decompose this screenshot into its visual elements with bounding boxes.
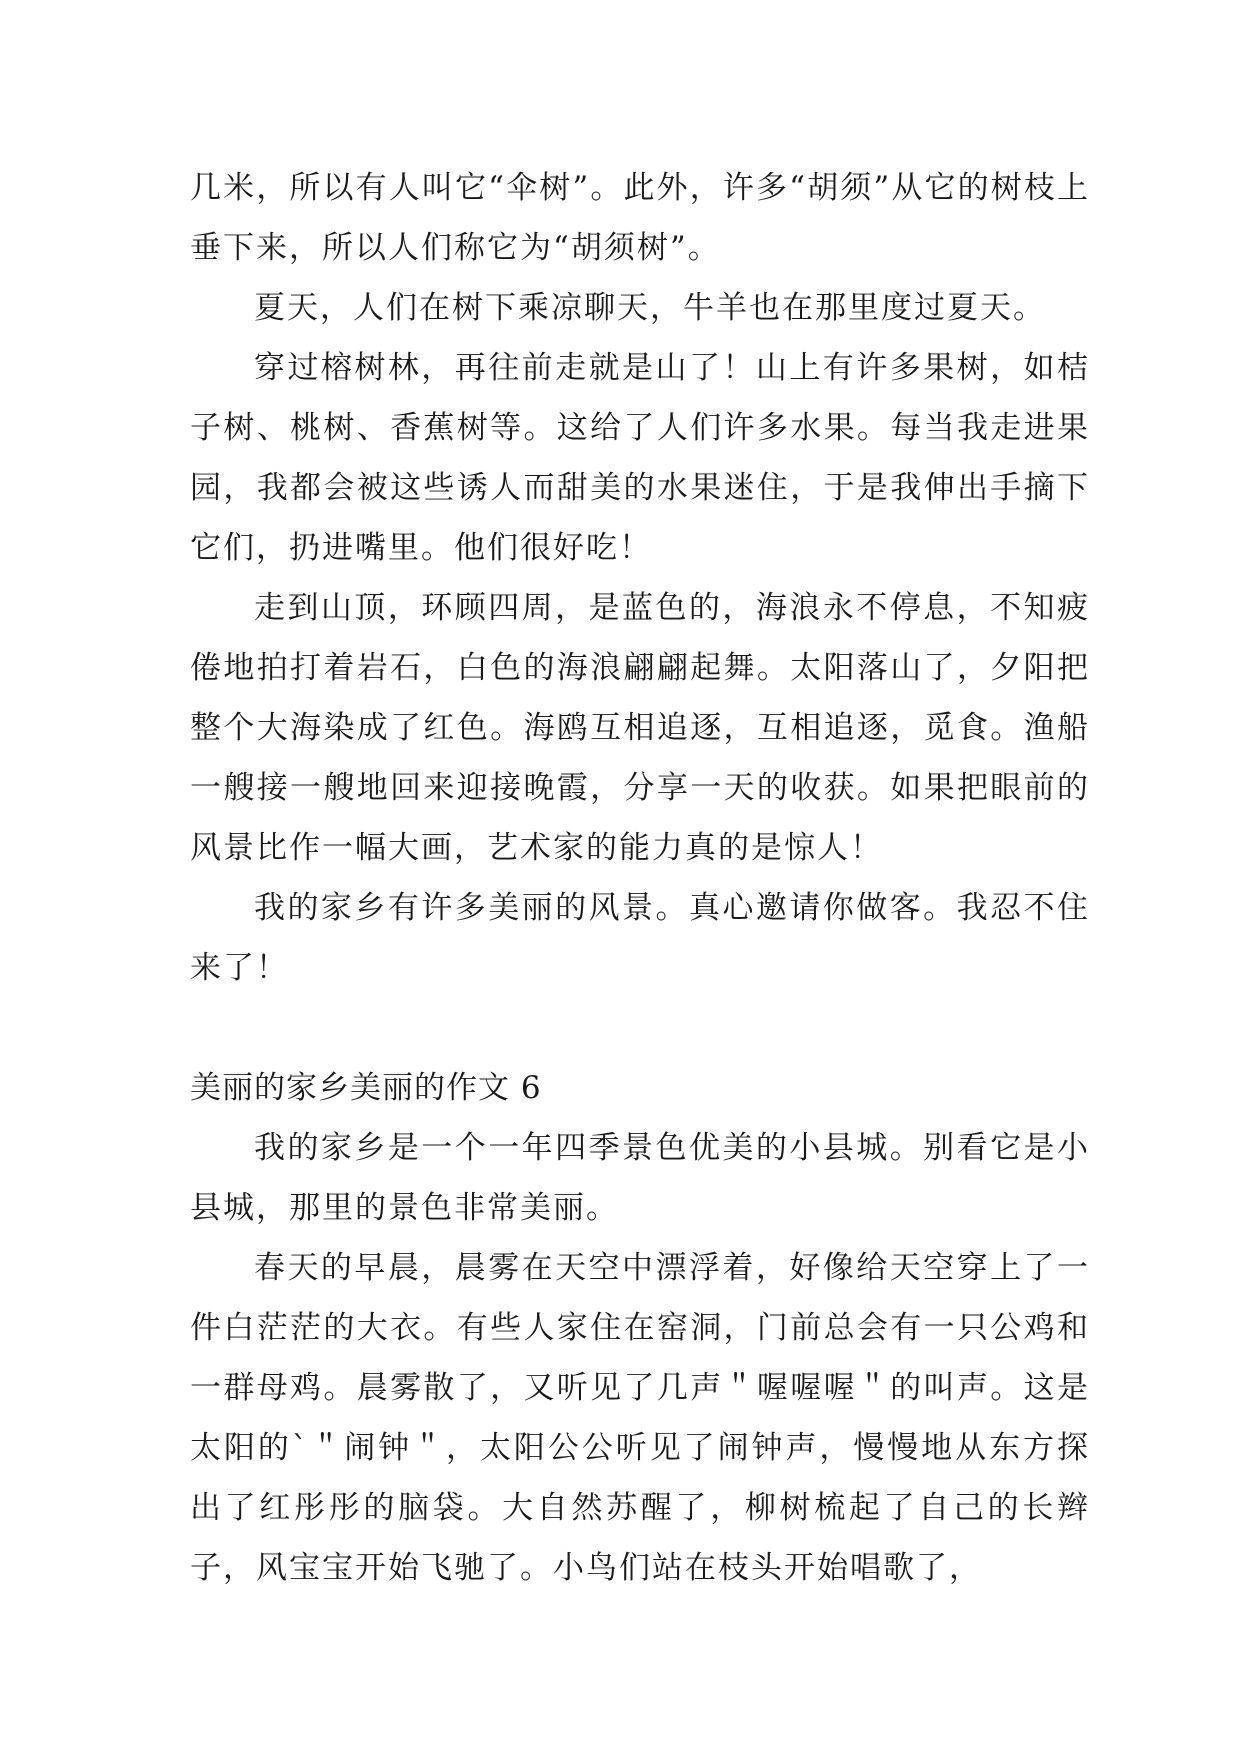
- paragraph-summer: 夏天，人们在树下乘凉聊天，牛羊也在那里度过夏天。: [254, 290, 1046, 326]
- paragraph-umbrella-tree: 几米，所以有人叫它“伞树”。此外，许多“胡须”从它的树枝上垂下来，所以人们称它为“胡须树”。: [190, 170, 1090, 266]
- paragraph-mountain-top: 走到山顶，环顾四周，是蓝色的，海浪永不停息，不知疲倦地拍打着岩石，白色的海浪翩翩起舞。太阳落山了，夕阳把整个大海染成了红色。海鸥互相追逐，互相追逐，觅食。渔船一艘接一艘地回来迎接晚霞，分享一天的收获。如果把眼前的风景比作一幅大画，艺术家的能力真的是惊人！: [190, 590, 1090, 866]
- paragraph-fruit-trees: 穿过榕树林，再往前走就是山了！山上有许多果树，如桔子树、桃树、香蕉树等。这给了人们许多水果。每当我走进果园，我都会被这些诱人而甜美的水果迷住，于是我伸出手摘下它们，扔进嘴里。他们很好吃！: [190, 350, 1090, 566]
- section-title: 美丽的家乡美丽的作文 6: [190, 1070, 542, 1106]
- document-body: [190, 158, 1090, 1598]
- paragraph-hometown-intro: 我的家乡是一个一年四季景色优美的小县城。别看它是小县城，那里的景色非常美丽。: [190, 1130, 1090, 1226]
- paragraph-spring-morning: 春天的早晨，晨雾在天空中漂浮着，好像给天空穿上了一件白茫茫的大衣。有些人家住在窑洞，门前总会有一只公鸡和一群母鸡。晨雾散了，又听见了几声＂喔喔喔＂的叫声。这是太阳的`＂闹钟＂，太阳公公听见了闹钟声，慢慢地从东方探出了红彤彤的脑袋。大自然苏醒了，柳树梳起了自己的长辫子，风宝宝开始飞驰了。小鸟们站在枝头开始唱歌了，: [190, 1250, 1090, 1586]
- paragraph-invitation: 我的家乡有许多美丽的风景。真心邀请你做客。我忍不住来了！: [190, 890, 1090, 986]
